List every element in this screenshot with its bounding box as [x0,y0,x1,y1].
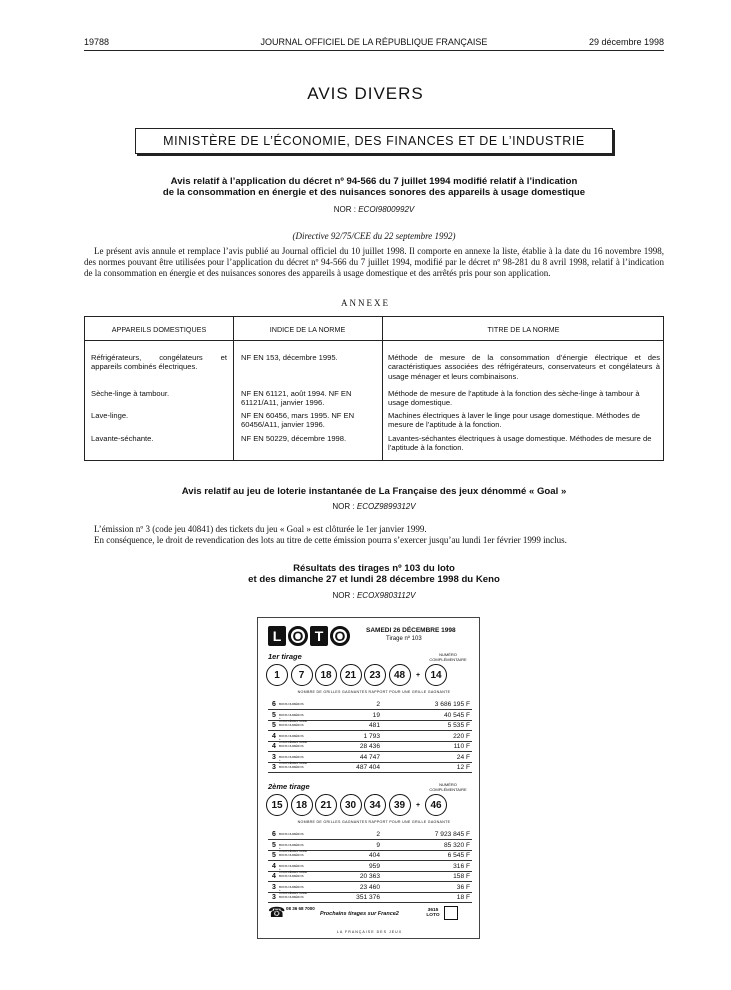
minitel-code: 3615 LOTO [426,908,440,918]
logo-letter: O [330,626,350,646]
prize-label: BONS NUMÉROS + COMPLÉMENTAIRE [279,884,307,895]
prize-row [268,893,472,903]
table-divider [233,317,234,460]
number-ball: 48 [389,664,411,686]
issue-date: 29 décembre 1998 [588,37,664,47]
prize-amount: 6 545 F [447,852,470,859]
prize-label: BONS NUMÉROS [279,832,304,836]
phone-icon: ☎ [268,904,286,920]
col-header-appareils: APPAREILS DOMESTIQUES [111,325,207,334]
minitel-icon [444,906,458,920]
ministry-box [135,128,613,154]
loto-ticket [257,617,480,939]
prize-row [268,830,472,840]
winners-count: 1 793 [363,732,380,740]
prize-label: BONS NUMÉROS [279,702,304,706]
winners-count: 481 [368,722,380,729]
complementary-label: NUMÉRO COMPLÉMENTAIRE [429,652,467,662]
phone-number: 08 36 68 7000 [286,906,315,911]
prize-row [268,883,472,893]
prize-label: BONS NUMÉROS [279,723,304,727]
winning-numbers [266,664,450,686]
draw-label: 1er tirage [268,652,302,661]
table-cell-titre: Lavantes-séchantes électriques à usage domestique. Méthodes de mesure de l’aptitude à la fonction. [388,434,652,453]
table-cell-appareil: Lave-linge. [91,411,129,420]
prize-amount: 12 F [456,764,470,771]
table-cell-indice: NF EN 61121, août 1994. NF EN 61121/A11, janvier 1996. [241,389,352,408]
prize-row [268,732,472,742]
prize-row [268,862,472,872]
loto-logo [268,626,350,646]
winners-count: 23 460 [359,883,380,891]
prize-label: BONS NUMÉROS + COMPLÉMENTAIRE [279,754,307,765]
section-title: AVIS DIVERS [307,84,424,103]
winners-count: 959 [368,862,380,870]
logo-letter: O [288,626,308,646]
page-number: 19788 [84,37,110,47]
notice1-title-line2: de la consommation en énergie et des nuisances sonores des appareils à usage domestique [162,187,586,198]
number-ball: 21 [315,794,337,816]
number-ball: 18 [291,794,313,816]
prize-rank: 5 [272,711,276,719]
table-cell-appareil: Réfrigérateurs, congélateurs et appareils combinés électriques. [91,353,227,372]
prize-amount: 316 F [453,862,470,870]
complementary-ball: 46 [425,794,447,816]
prize-label: BONS NUMÉROS + COMPLÉMENTAIRE [279,733,307,744]
nor-code: ECOI9800992V [358,205,415,214]
notice2-title: Avis relatif au jeu de loterie instantanée de La Française des jeux dénommé « Goal » [181,486,567,497]
prize-row [268,763,472,773]
winners-count: 404 [368,852,380,859]
notice3-nor [84,591,664,600]
prize-label: BONS NUMÉROS [279,853,304,857]
notice1-nor [84,205,664,214]
prize-label: BONS NUMÉROS [279,765,304,769]
winners-count: 2 [376,831,380,838]
header-rule [84,50,664,51]
number-ball: 15 [266,794,288,816]
number-ball: 34 [364,794,386,816]
table-cell-indice: NF EN 153, décembre 1995. [241,353,338,362]
next-draws-text: Prochains tirages sur France2 [320,911,399,917]
number-ball: 1 [266,664,288,686]
prize-row [268,851,472,861]
prize-rank: 4 [272,873,276,880]
prize-row [268,753,472,763]
prize-label: BONS NUMÉROS [279,895,304,899]
winners-count: 351 376 [356,894,380,901]
nor-code: ECOZ9899312V [356,502,416,511]
nor-code: ECOX9803112V [356,591,416,600]
plus-sign: + [415,801,421,809]
prize-rank: 4 [272,743,276,750]
table-cell-appareil: Sèche-linge à tambour. [91,389,170,398]
journal-title: JOURNAL OFFICIEL DE LA RÉPUBLIQUE FRANÇAISE [260,37,488,47]
table-header-rule [85,340,663,341]
table-cell-titre: Machines électriques à laver le linge pour usage domestique. Méthodes de mesure de l’aptitude à la fonction. [388,411,641,430]
prize-rank: 4 [272,732,276,740]
number-ball: 7 [291,664,313,686]
notice2-para2: En conséquence, le droit de revendication des lots au titre de cette émission pourra s’exercer jusqu’au lundi 1er février 1999 inclus. [94,535,567,545]
prize-amount: 5 535 F [447,722,470,729]
draw-date: SAMEDI 26 DÉCEMBRE 1998 [366,627,456,634]
column-headers: NOMBRE DE GRILLES GAGNANTES RAPPORT POUR UNE GRILLE GAGNANTE [297,820,451,824]
nor-label: NOR : [332,502,355,511]
table-cell-titre: Méthode de mesure de la consommation d’énergie électrique et des caractéristiques associées des réfrigérateurs, conservateurs et congélateurs à usage ménager et leurs combinaisons. [388,353,660,381]
table-divider [382,317,383,460]
complementary-label: NUMÉRO COMPLÉMENTAIRE [429,782,467,792]
prize-rank: 3 [272,883,276,891]
prize-row [268,872,472,882]
prize-rank: 6 [272,701,276,708]
notice3-title-line1: Résultats des tirages nº 103 du loto [293,563,455,574]
winning-numbers [266,794,450,816]
winners-count: 19 [372,711,380,719]
plus-sign: + [415,671,421,679]
prize-amount: 36 F [456,883,470,891]
notice2-nor [84,502,664,511]
prize-label: BONS NUMÉROS + COMPLÉMENTAIRE [279,842,307,853]
column-headers: NOMBRE DE GRILLES GAGNANTES RAPPORT POUR UNE GRILLE GAGNANTE [297,690,451,694]
prize-rank: 5 [272,852,276,859]
prize-amount: 24 F [456,753,470,761]
prize-rank: 5 [272,722,276,729]
table-cell-indice: NF EN 50229, décembre 1998. [241,434,347,443]
norm-table [84,316,664,461]
draw-number: Tirage nº 103 [386,636,422,642]
prize-amount: 40 545 F [443,711,470,719]
prize-row [268,711,472,721]
notice2-para1: L’émission nº 3 (code jeu 40841) des tickets du jeu « Goal » est clôturée le 1er janvier 1999. [94,524,427,534]
prize-label: BONS NUMÉROS + COMPLÉMENTAIRE [279,863,307,874]
logo-letter: L [268,626,286,646]
table-cell-titre: Méthode de mesure de l’aptitude à la fonction des sèche-linge à tambour à usage domestique. [388,389,640,408]
prize-amount: 220 F [453,732,470,740]
number-ball: 18 [315,664,337,686]
winners-count: 9 [376,841,380,849]
notice1-title-line1: Avis relatif à l’application du décret nº 94-566 du 7 juillet 1994 modifié relatif à l’indication [170,176,578,187]
annexe-heading: ANNEXE [341,298,390,308]
number-ball: 21 [340,664,362,686]
prize-rank: 3 [272,764,276,771]
number-ball: 30 [340,794,362,816]
prize-rank: 3 [272,753,276,761]
logo-letter: T [310,626,328,646]
col-header-indice: INDICE DE LA NORME [269,325,346,334]
winners-count: 28 436 [359,743,380,750]
ministry-name: MINISTÈRE DE L’ÉCONOMIE, DES FINANCES ET DE L’INDUSTRIE [163,134,585,148]
complementary-ball: 14 [425,664,447,686]
prize-row [268,721,472,731]
table-cell-indice: NF EN 60456, mars 1995. NF EN 60456/A11, janvier 1996. [241,411,355,430]
prize-label: BONS NUMÉROS + COMPLÉMENTAIRE [279,712,307,723]
nor-label: NOR : [333,205,356,214]
winners-count: 487 404 [356,764,380,771]
prize-amount: 3 686 195 F [434,701,470,708]
prize-rank: 3 [272,894,276,901]
prize-amount: 85 320 F [443,841,470,849]
col-header-titre: TITRE DE LA NORME [487,325,560,334]
brand-footer: LA FRANÇAISE DES JEUX [336,930,403,934]
notice1-directive: (Directive 92/75/CEE du 22 septembre 1992) [292,231,456,241]
winners-count: 20 363 [359,873,380,880]
notice1-body: Le présent avis annule et remplace l’avis publié au Journal officiel du 10 juillet 1998. Il comporte en annexe la liste, établie à la date du 16 novembre 1998, des normes pouvant être utilisées pour l’application du décret nº 94-566 du 7 juillet 1994, modifié par le décret nº 98-281 du 8 avril 1998, relatif à l’indication de la consommation en énergie et des nuisances sonores des appareils à usage domestique et des arrêtés pris pour son application. [84,246,664,279]
prize-amount: 18 F [456,894,470,901]
winners-count: 2 [376,701,380,708]
prize-row [268,841,472,851]
table-cell-appareil: Lavante-séchante. [91,434,154,443]
prize-amount: 110 F [453,743,470,750]
prize-row [268,742,472,752]
notice3-title-line2: et des dimanche 27 et lundi 28 décembre 1998 du Keno [248,574,500,585]
prize-rank: 5 [272,841,276,849]
number-ball: 39 [389,794,411,816]
number-ball: 23 [364,664,386,686]
prize-row [268,700,472,710]
winners-count: 44 747 [359,753,380,761]
prize-label: BONS NUMÉROS [279,874,304,878]
prize-amount: 158 F [453,873,470,880]
prize-label: BONS NUMÉROS [279,744,304,748]
prize-rank: 4 [272,862,276,870]
draw-label: 2ème tirage [268,782,310,791]
nor-label: NOR : [332,591,355,600]
prize-amount: 7 923 845 F [434,831,470,838]
prize-rank: 6 [272,831,276,838]
